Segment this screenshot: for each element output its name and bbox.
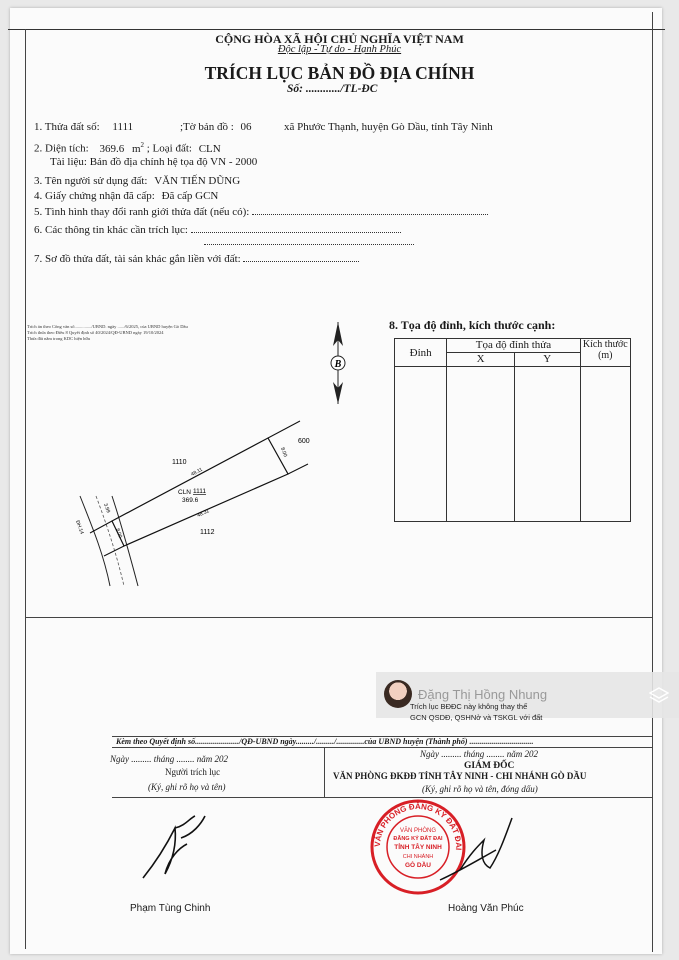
table-cell <box>514 367 580 522</box>
right-edge-length: 8.00 <box>279 446 289 458</box>
location: xã Phước Thạnh, huyện Gò Dầu, tỉnh Tây Ninh <box>284 121 493 133</box>
owner-value: VĂN TIẾN DŨNG <box>154 175 241 187</box>
field-label: 6. Các thông tin khác cần trích lục: <box>34 224 188 236</box>
area-unit-sup: 2 <box>140 141 144 149</box>
field-owner <box>34 175 240 187</box>
right-signature <box>420 810 530 890</box>
field-certificate <box>34 190 218 202</box>
field-label: ;Tờ bản đồ : <box>180 121 234 133</box>
col-vertex: Đỉnh <box>395 339 447 367</box>
motto: Độc lập - Tự do - Hạnh Phúc <box>277 44 402 55</box>
disclaimer-line-2: GCN QSDĐ, QSHNở và TSKGL với đất <box>410 713 543 722</box>
note-line: Trích thửa theo Điều 8 Quyết định số 40/2024/QĐ-UBND ngày 19/10/2024 <box>27 330 164 335</box>
blank-line <box>191 232 401 233</box>
top-edge-length: 48.11 <box>190 466 204 478</box>
field-label: 1. Thửa đất số: <box>34 121 100 133</box>
footer-divider <box>324 747 325 797</box>
coords-title: 8. Tọa độ đỉnh, kích thước cạnh: <box>389 318 556 332</box>
right-sign-note: (Ký, ghi rõ họ và tên, đóng dấu) <box>422 784 538 794</box>
blank-line-2 <box>204 236 414 248</box>
map-sheet-value: 06 <box>240 121 252 133</box>
parcel-land-type: CLN <box>178 489 192 496</box>
col-edge-unit: (m) <box>598 350 613 361</box>
field-parcel-no <box>34 121 133 133</box>
stamp-l2: ĐĂNG KÝ ĐẤT ĐAI <box>393 836 443 842</box>
blank-line <box>243 261 359 262</box>
left-signature <box>135 808 225 888</box>
field-label: 4. Giấy chứng nhận đã cấp: <box>34 190 155 202</box>
left-date: Ngày ......... tháng ........ năm 202 <box>110 754 228 764</box>
field-map-sheet <box>180 121 252 133</box>
field-boundary-change <box>34 206 488 218</box>
road-label: ĐH.14 <box>74 519 85 536</box>
blank-line <box>252 214 488 215</box>
neighbor-north: 1110 <box>172 459 187 466</box>
stamp-l4: CHI NHÁNH <box>402 854 434 860</box>
field-label: 2. Diện tích: <box>34 142 89 155</box>
document-number: Số: ............/TL-ĐC <box>287 83 378 95</box>
parcel-number: 1111 <box>193 488 207 495</box>
left-sign-note: (Ký, ghi rõ họ và tên) <box>148 782 226 792</box>
overlay-user-name: Đặng Thị Hồng Nhung <box>418 687 548 702</box>
table-cell <box>580 367 630 522</box>
note-line: Thửa đất nằm trong KDC hiện hữu <box>27 336 91 341</box>
left-edge-length: 8.00 <box>114 527 124 539</box>
document-title: TRÍCH LỤC BẢN ĐỒ ĐỊA CHÍNH <box>204 63 475 83</box>
parcel-map <box>60 316 360 596</box>
field-label: 5. Tình hình thay đổi ranh giới thửa đất (nếu có): <box>34 206 250 218</box>
office-name: VĂN PHÒNG ĐKĐĐ TỈNH TÂY NINH - CHI NHÁNH GÒ DẦU <box>333 771 587 781</box>
parcel-area: 369.6 <box>182 497 199 504</box>
land-type-value: CLN <box>198 142 221 155</box>
avatar[interactable] <box>384 680 412 708</box>
left-role: Người trích lục <box>165 767 221 777</box>
neighbor-south: 1112 <box>200 529 215 536</box>
source-doc: Tài liệu: Bản đồ địa chính hệ tọa độ VN - 2000 <box>50 156 258 168</box>
layers-icon[interactable] <box>649 686 669 704</box>
frame-left-line <box>25 29 26 949</box>
frame-right-line <box>652 12 653 952</box>
stamp-l5: GÒ DẦU <box>405 862 431 869</box>
user-overlay[interactable] <box>376 672 679 718</box>
area-unit: m <box>131 142 141 155</box>
right-signer-name: Hoàng Văn Phúc <box>448 903 524 914</box>
section-divider <box>25 617 652 618</box>
coords-table <box>394 338 631 522</box>
area-value: 369.6 <box>99 142 125 155</box>
stamp-l3: TỈNH TÂY NINH <box>394 844 442 851</box>
footer-line <box>112 747 652 748</box>
col-edge-label: Kích thước <box>582 339 628 350</box>
field-label: ; Loại đất: <box>146 142 192 155</box>
north-arrow <box>331 322 345 404</box>
parcel-polygon <box>90 421 308 556</box>
road-width: 3.99 <box>102 502 112 514</box>
director-title: GIÁM ĐỐC <box>464 761 515 771</box>
neighbor-east: 600 <box>298 438 310 445</box>
col-edge <box>580 339 630 367</box>
attach-decision: Kèm theo Quyết định số....................../QĐ-UBND ngày........./........./..............của UBND huyện (Thành phố) ................................ <box>116 737 534 746</box>
field-label: 3. Tên người sử dụng đất: <box>34 175 148 187</box>
road <box>74 496 138 586</box>
field-diagram <box>34 253 359 265</box>
blank-line <box>204 244 414 245</box>
note-line: Trích án theo Công văn số.............../UBND. ngày ....../6/2025, của UBND huyện Gò Dầu <box>27 324 188 329</box>
left-signer-name: Phạm Tùng Chinh <box>130 903 211 914</box>
parcel-no-value: 1111 <box>112 121 134 133</box>
table-cell <box>447 367 515 522</box>
disclaimer-line-1: Trích lục BĐĐC này không thay thế <box>410 702 528 711</box>
stamp-l1: VĂN PHÒNG <box>399 828 437 834</box>
field-label: 7. Sơ đồ thửa đất, tài sản khác gắn liền với đất: <box>34 253 241 265</box>
table-cell <box>395 367 447 522</box>
nation-header: CỘNG HÒA XÃ HỘI CHỦ NGHĨA VIỆT NAM <box>215 32 464 46</box>
stamp-ring-text: VĂN PHÒNG ĐĂNG KÝ ĐẤT ĐAI <box>372 801 464 851</box>
field-other-info <box>34 224 414 248</box>
col-y: Y <box>514 353 580 367</box>
right-date: Ngày ......... tháng ........ năm 202 <box>420 749 538 759</box>
certificate-value: Đã cấp GCN <box>161 190 219 202</box>
bottom-edge-length: 48.31 <box>196 508 211 519</box>
field-area <box>34 141 221 155</box>
col-coord: Tọa độ đỉnh thửa <box>447 339 580 353</box>
col-x: X <box>447 353 515 367</box>
frame-top-line <box>8 29 665 30</box>
north-letter: B <box>334 359 342 370</box>
